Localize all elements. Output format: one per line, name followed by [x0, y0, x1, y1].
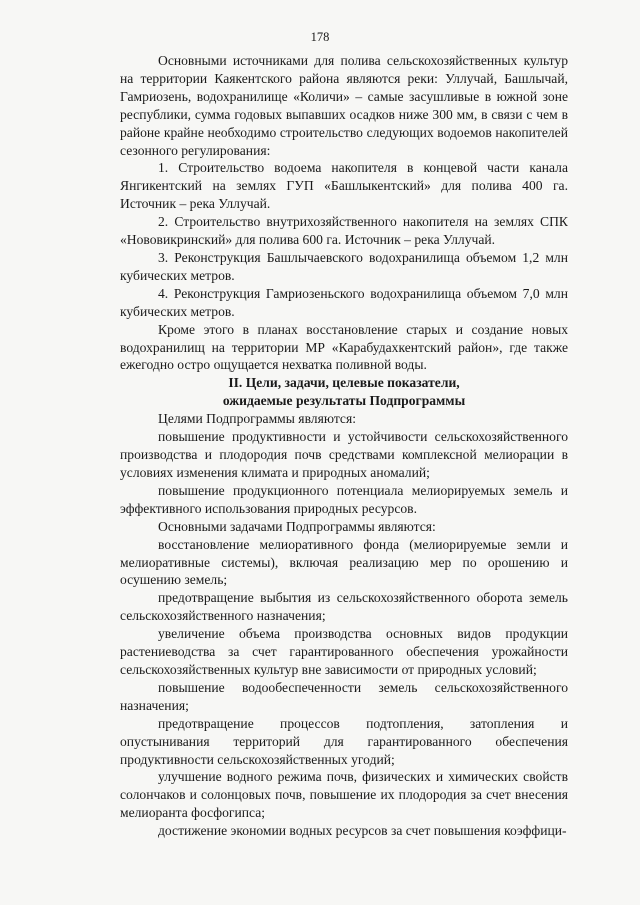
paragraph: увеличение объема производства основных видов продукции растениеводства за счет гарантированного обеспечения урожайности сельскохозяйственных культур вне зависимости от природных условий; — [120, 626, 568, 677]
paragraph: достижение экономии водных ресурсов за счет повышения коэффици- — [158, 823, 567, 839]
paragraph: Целями Подпрограммы являются: — [158, 411, 356, 427]
paragraph: Основными задачами Подпрограммы являются: — [158, 518, 436, 534]
section-heading-line: II. Цели, задачи, целевые показатели, — [228, 375, 460, 391]
section-heading — [120, 374, 568, 410]
paragraph: повышение продуктивности и устойчивости сельскохозяйственного производства и плодородия почв средствами комплексной мелиорации в условиях изменения климата и природных аномалий; — [120, 429, 568, 481]
paragraph: восстановление мелиоративного фонда (мелиорируемые земли и мелиоративные системы), включая реализацию мер по орошению и осушению земель; — [120, 536, 568, 588]
page-content — [120, 52, 568, 840]
list-item: 2. Строительство внутрихозяйственного накопителя на землях СПК «Нововикринский» для полива 600 га. Источник – река Уллучай. — [120, 214, 568, 248]
paragraph: предотвращение выбытия из сельскохозяйственного оборота земель сельскохозяйственного назначения; — [120, 590, 568, 624]
section-heading-line: ожидаемые результаты Подпрограммы — [222, 393, 466, 409]
page-number: 178 — [310, 30, 330, 44]
paragraph: Кроме этого в планах восстановление старых и создание новых водохранилищ на территории МР «Карабудахкентский район», где также ежегодно остро ощущается нехватка поливной воды. — [120, 321, 568, 373]
list-item: 4. Реконструкция Гамриозеньского водохранилища объемом 7,0 млн кубических метров. — [120, 285, 568, 319]
paragraph: предотвращение процессов подтопления, затопления и опустынивания территорий для гарантированного обеспечения продуктивности сельскохозяйственных угодий; — [120, 715, 568, 767]
paragraph: повышение водообеспеченности земель сельскохозяйственного назначения; — [120, 679, 568, 713]
list-item: 1. Строительство водоема накопителя в концевой части канала Янгикентский на землях ГУП «Башлыкентский» для полива 400 га. Источник – река Уллучай. — [120, 160, 568, 212]
list-item: 3. Реконструкция Башлычаевского водохранилища объемом 1,2 млн кубических метров. — [120, 249, 568, 283]
paragraph: повышение продукционного потенциала мелиорируемых земель и эффективного использования природных ресурсов. — [120, 482, 568, 516]
paragraph: Основными источниками для полива сельскохозяйственных культур на территории Каякентского района являются реки: Уллучай, Башлычай, Гамриозень, водохранилище «Количи» – самые засушливые в южной зоне республики, сумма годовых выпавших осадков ниже 300 мм, в связи с чем в районе крайне необходимо строительство следующих водоемов накопителей сезонного регулирования: — [120, 53, 568, 158]
paragraph: улучшение водного режима почв, физических и химических свойств солончаков и солонцовых почв, повышение их плодородия за счет внесения мелиоранта фосфогипса; — [120, 769, 568, 821]
